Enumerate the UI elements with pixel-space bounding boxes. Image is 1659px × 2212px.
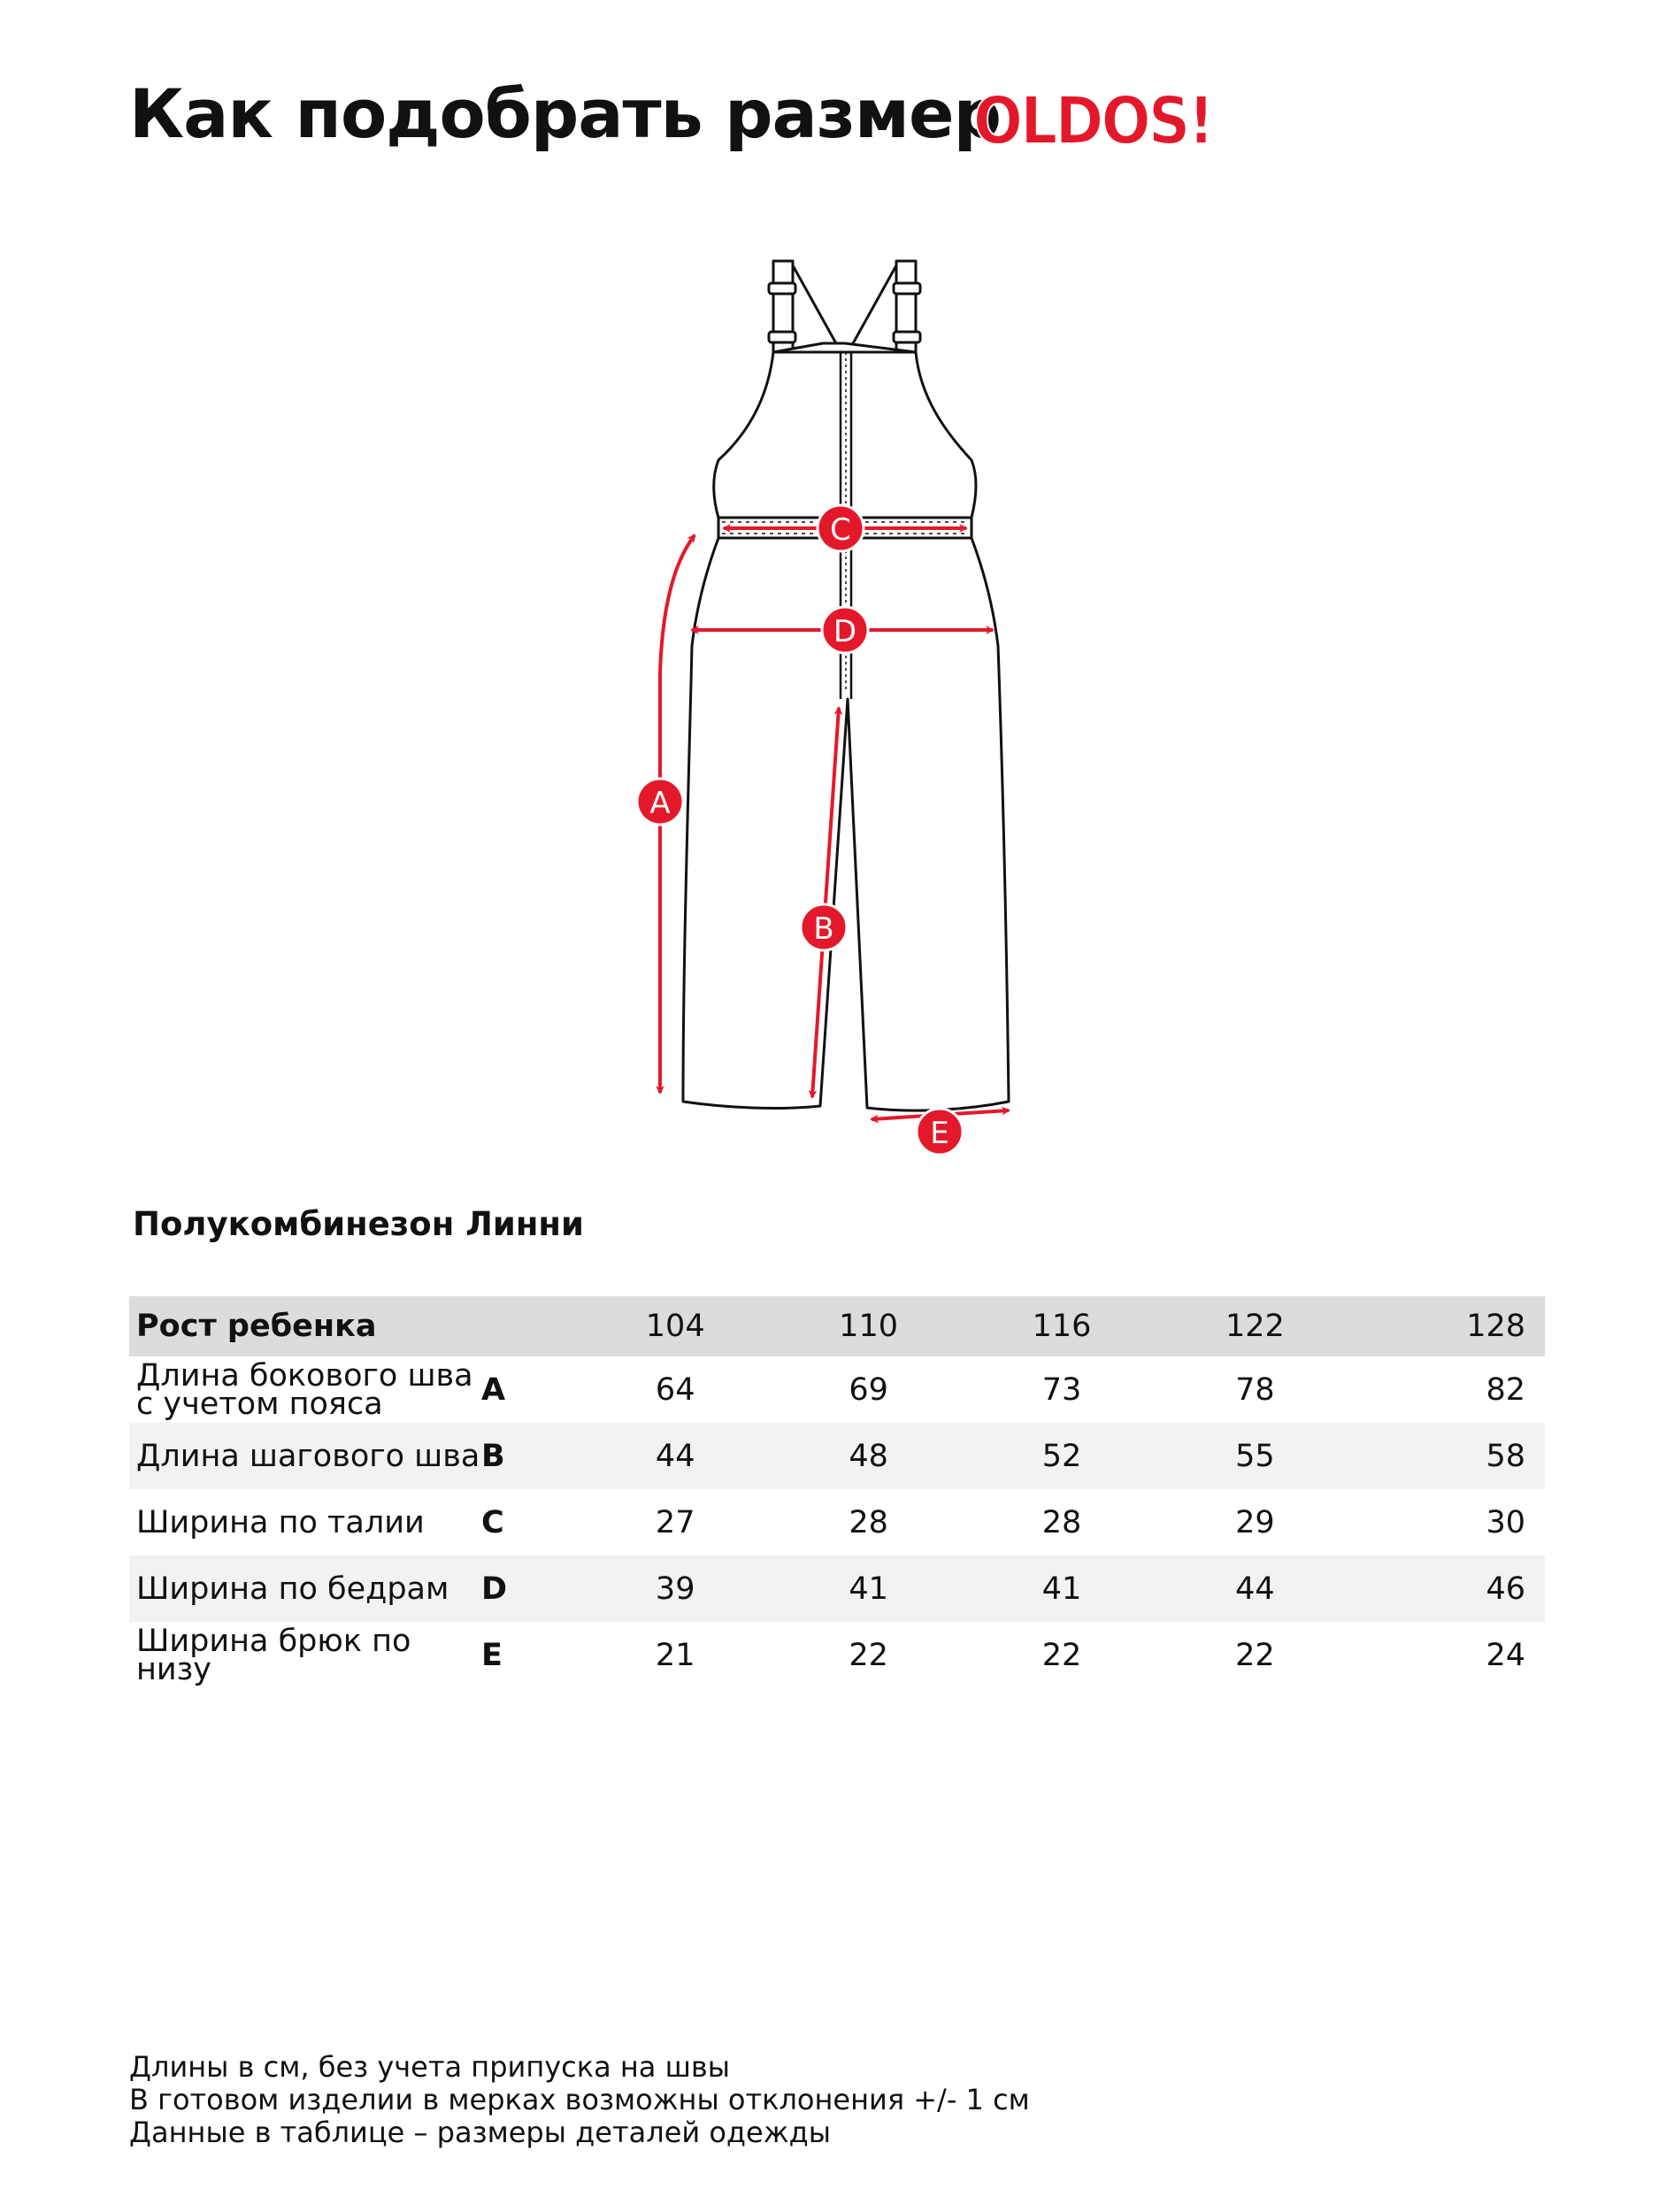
table-header-row xyxy=(129,1296,1545,1356)
left-strap xyxy=(769,261,837,352)
measure-name: Ширина по бедрам xyxy=(136,1571,449,1607)
table-row xyxy=(129,1356,1545,1423)
marker-b xyxy=(801,904,847,950)
measure-name: Длина бокового шва с учетом пояса xyxy=(136,1357,473,1422)
right-strap xyxy=(852,261,920,352)
table-cell: 39 xyxy=(655,1571,695,1607)
marker-c xyxy=(818,505,864,551)
measure-name: Ширина по талии xyxy=(136,1504,425,1540)
table-row xyxy=(129,1622,1545,1688)
table-cell: 21 xyxy=(655,1637,695,1673)
svg-text:C: C xyxy=(830,512,851,548)
measure-code: E xyxy=(481,1637,503,1673)
table-cell: 44 xyxy=(1235,1571,1275,1607)
table-cell: 44 xyxy=(655,1438,695,1474)
table-cell: 29 xyxy=(1235,1504,1275,1540)
measure-code: B xyxy=(481,1438,505,1474)
size-128: 128 xyxy=(1466,1309,1525,1344)
svg-text:D: D xyxy=(833,614,857,649)
table-cell: 22 xyxy=(849,1637,888,1673)
measure-name: Длина шагового шва xyxy=(136,1438,480,1474)
table-row xyxy=(129,1555,1545,1622)
note-tolerance: В готовом изделии в мерках возможны отклонения +/- 1 см xyxy=(129,2083,1030,2116)
table-cell: 24 xyxy=(1486,1637,1525,1673)
svg-text:E: E xyxy=(930,1116,949,1151)
table-cell: 64 xyxy=(655,1371,695,1408)
footnotes xyxy=(129,2051,1030,2149)
size-104: 104 xyxy=(645,1309,705,1344)
svg-text:B: B xyxy=(813,911,834,947)
table-cell: 41 xyxy=(1041,1571,1082,1607)
table-row xyxy=(129,1423,1545,1489)
table-cell: 28 xyxy=(849,1504,888,1540)
table-cell: 22 xyxy=(1041,1637,1082,1673)
size-110: 110 xyxy=(839,1309,898,1344)
measure-code: C xyxy=(481,1504,504,1540)
brand-logo-text: OLDOS! xyxy=(973,83,1212,159)
product-title: Полукомбинезон Линни xyxy=(133,1205,584,1243)
measure-name: Ширина брюк по низу xyxy=(136,1623,411,1687)
table-cell: 69 xyxy=(849,1371,888,1408)
table-cell: 46 xyxy=(1486,1571,1525,1607)
table-cell: 30 xyxy=(1486,1504,1525,1540)
svg-text:A: A xyxy=(649,786,671,821)
table-cell: 55 xyxy=(1235,1438,1275,1474)
size-122: 122 xyxy=(1225,1309,1285,1344)
garment-outline xyxy=(683,261,1009,1110)
note-garment-parts: Данные в таблице – размеры деталей одежды xyxy=(129,2116,831,2149)
table-cell: 58 xyxy=(1486,1438,1525,1474)
marker-e xyxy=(917,1109,963,1155)
table-cell: 28 xyxy=(1041,1504,1082,1540)
table-cell: 82 xyxy=(1486,1371,1525,1408)
table-cell: 22 xyxy=(1235,1637,1275,1673)
marker-a xyxy=(637,779,683,825)
table-cell: 73 xyxy=(1041,1371,1082,1408)
table-cell: 52 xyxy=(1041,1438,1082,1474)
table-cell: 27 xyxy=(655,1504,695,1540)
table-cell: 48 xyxy=(849,1438,888,1474)
table-row xyxy=(129,1489,1545,1555)
page-title: Как подобрать размер xyxy=(129,73,1001,153)
note-units: Длины в см, без учета припуска на швы xyxy=(129,2050,730,2084)
table-cell: 41 xyxy=(849,1571,888,1607)
table-cell: 78 xyxy=(1235,1371,1275,1408)
measure-code: A xyxy=(481,1371,506,1408)
size-table xyxy=(129,1296,1545,1688)
size-116: 116 xyxy=(1032,1309,1092,1344)
measure-code: D xyxy=(481,1571,508,1607)
marker-d xyxy=(822,607,868,653)
height-label: Рост ребенка xyxy=(136,1309,377,1344)
